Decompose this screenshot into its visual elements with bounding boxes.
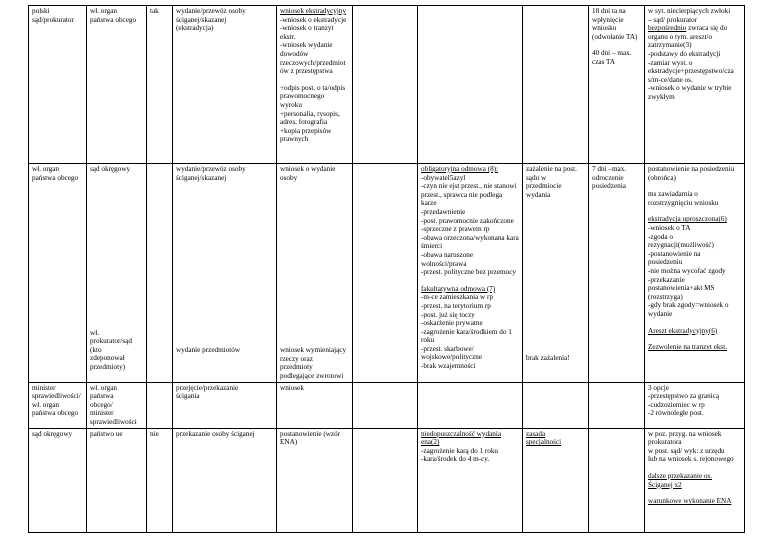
cell-line: podlegające zwrotowi [280, 371, 344, 380]
cell-line: -czyn nie ejst przest., nie stanowi [421, 182, 517, 191]
cell-line: -wniosek o wydanie w trybie [648, 84, 732, 93]
cell-line: -przest. na terytorium rp [421, 301, 491, 310]
cell-line: +personalia, rysopis, [280, 109, 340, 118]
cell-line: rzeczowych/przedmiot [280, 58, 346, 67]
cell-line: -brak wzajemności [421, 362, 476, 371]
cell-r2-c2 [87, 164, 147, 383]
cell-title: Zezwolenie na tranzyt ekst. [648, 343, 728, 352]
cell-line: roku [421, 336, 435, 345]
cell-line: -zagrożenie kara/środkiem do 1 [421, 327, 512, 336]
cell-line: -2 równoległe post. [648, 409, 704, 418]
cell-line: wniosek o wydanie [280, 165, 336, 173]
cell-line: prawnych [280, 135, 309, 144]
cell-line: -zgoda o [648, 232, 673, 241]
cell-r2-c8 [523, 164, 589, 383]
cell-line: -obawa orzeczona/wykonana kara [421, 233, 519, 242]
cell-r4-c6 [353, 428, 418, 532]
cell-r4-c5 [277, 428, 353, 532]
cell-r1-c10 [645, 6, 745, 164]
cell-r4-c10 [645, 428, 745, 532]
cell-line: (kto [90, 345, 102, 354]
cell-line: sprawiedliwości [90, 417, 137, 426]
cell-line: -gdy brak zgody=wniosek o [648, 301, 729, 310]
cell-line: wł. organ [32, 400, 60, 409]
cell-line: w poz. przyg. na wniosek [648, 429, 722, 438]
cell-line: rzeczy oraz [280, 354, 313, 363]
cell-title: Areszt ekstradycyjny(6) [648, 326, 718, 335]
cell-line: śmierci [421, 242, 443, 251]
cell-line: s/m-ce/dane os. [648, 75, 693, 84]
cell-line: (ekstradycja) [176, 24, 214, 33]
cell-line: -oskarżenie prywatne [421, 319, 483, 328]
cell-r1-c3 [147, 6, 173, 164]
cell-line: -przekazanie [648, 275, 685, 284]
cell-line: w post. sąd/ wyk: z urzędu [648, 446, 725, 455]
cell-r2-c3 [147, 164, 173, 383]
cell-line: wniosek wymieniający [280, 346, 347, 355]
cell-r2-c9 [589, 164, 645, 383]
cell-title: warunkowe wykonanie ENA [648, 497, 732, 506]
cell-line: państwa obcego [32, 173, 79, 182]
cell-line: wyroku [280, 100, 302, 109]
cell-line: ENA) [280, 438, 298, 447]
cell-line: postanowienie (wzór [280, 429, 341, 438]
cell-line: ekstradycje+przestępstwo/cza [648, 67, 734, 76]
cell-r1-c4 [173, 6, 277, 164]
cell-line: -przest. skarbowe/ [421, 344, 474, 353]
cell-line: państwa [90, 392, 114, 401]
cell-line: -przestępstwo za granicą [648, 392, 720, 401]
cell-line: 40 dni – max. [592, 49, 632, 58]
cell-line: -obawa naruszone [421, 250, 474, 259]
cell-line: -nie można wycofać zgody [648, 266, 726, 275]
cell-r1-c7 [418, 6, 523, 164]
cell-r1-c6 [353, 6, 418, 164]
cell-r1-c1 [29, 6, 87, 164]
cell-r1-c9 [589, 6, 645, 164]
cell-line: rozstrzygnięciu wniosku [648, 198, 719, 207]
cell-line: tak [150, 7, 159, 15]
cell-line: prawomocnego [280, 92, 325, 101]
cell-line: zatrzymanie(3) [648, 41, 692, 50]
cell-line: wniosku [592, 24, 617, 33]
cell-line: postanowienie na posiedzeniu [648, 165, 735, 173]
cell-line: sąd/prokurator [32, 15, 74, 24]
table-row [29, 164, 745, 383]
cell-r4-c9 [589, 428, 645, 532]
cell-line: wł. [90, 328, 99, 337]
cell-text: zwraca się do [686, 24, 728, 33]
cell-line: postanowienia+akt MS [648, 284, 715, 293]
cell-line: wł. organ [32, 165, 60, 173]
cell-r4-c7 [418, 428, 523, 532]
cell-line: -zagrożenie karą do 1 roku [421, 446, 499, 455]
cell-line: -przest. polityczne bez przemocy [421, 268, 516, 277]
cell-line: ekstr. [280, 32, 296, 41]
cell-r3-c3 [147, 382, 173, 428]
cell-line: -wniosek wydanie [280, 41, 333, 50]
cell-line: wydanie/przewóz osoby [176, 165, 246, 173]
cell-line: w syt. niecierpiących zwłoki [648, 7, 731, 15]
cell-line: przedmioty [280, 363, 313, 372]
table-row [29, 382, 745, 428]
cell-line: sąd okręgowy [90, 165, 131, 173]
cell-line: wniosek [280, 383, 304, 392]
cell-line: państwa obcego [32, 409, 79, 418]
cell-r2-c6 [353, 164, 418, 383]
cell-line: zwykłym [648, 92, 675, 101]
cell-line: (rozstrzyga) [648, 292, 683, 301]
cell-line: -sprzeczne z prawem rp [421, 225, 490, 234]
cell-line: przest., sprawca nie podlega [421, 190, 503, 199]
cell-line: -podstawy do ekstradycji [648, 49, 721, 58]
cell-line: minister [90, 409, 114, 418]
table-row [29, 428, 745, 532]
cell-title: fakultatywna odmowa (7) [421, 284, 496, 293]
cell-r3-c8 [523, 382, 589, 428]
cell-r4-c4 [173, 428, 277, 532]
cell-line: przejęcie/przekazanie [176, 383, 239, 392]
cell-line: -kara/środek do 4 m-cy. [421, 455, 490, 464]
cell-line: wydanie przedmiotów [176, 346, 241, 355]
cell-line: przedmioty) [90, 362, 126, 371]
cell-line: zdeponował [90, 354, 125, 363]
cell-line: odroczenie [592, 173, 624, 182]
cell-line: prokurator/sąd [90, 337, 132, 346]
cell-r2-c5 [277, 164, 353, 383]
table-row [29, 6, 745, 164]
cell-line: osoby [280, 173, 298, 182]
cell-line: +odpis post. o ta/odpis [280, 83, 346, 92]
cell-line: przekazanie osoby ściganej [176, 429, 255, 438]
cell-line: dalsze przekazanie os. [648, 471, 713, 480]
cell-r3-c5 [277, 382, 353, 428]
cell-line: ms zawiadamia o [648, 190, 698, 199]
cell-line: -post. już się toczy [421, 310, 475, 319]
cell-line: -obywatel5azyl [421, 173, 466, 182]
cell-line: ów z przestępstwa [280, 67, 333, 76]
cell-line: zasada [526, 429, 546, 438]
procedure-table [28, 5, 745, 533]
cell-line: minister [32, 383, 56, 392]
cell-line: -post. prawomocnie zakończone [421, 216, 514, 225]
cell-line: posiedzenia [592, 182, 626, 191]
cell-r2-c10 [645, 164, 745, 383]
cell-line: -zamiar wyst. o [648, 58, 693, 67]
cell-r3-c7 [418, 382, 523, 428]
cell-line: -wniosek o TA [648, 223, 691, 232]
cell-line: nie [150, 429, 159, 438]
cell-line: karze [421, 199, 437, 208]
cell-line: wydanie [648, 309, 673, 318]
cell-line: lub na wniosek s. rejonowego [648, 455, 734, 464]
cell-line: sprawiedliwości/ [32, 392, 81, 401]
cell-r3-c6 [353, 382, 418, 428]
cell-r3-c9 [589, 382, 645, 428]
cell-line: (odwołanie TA) [592, 32, 638, 41]
cell-line: wojskowe/polityczne [421, 353, 483, 362]
cell-r1-c8 [523, 6, 589, 164]
cell-line: państwa obcego [90, 15, 137, 24]
cell-line: 7 dni –max. [592, 165, 627, 173]
cell-title: ena(2) [421, 438, 440, 447]
cell-line: brak zażalenia! [526, 354, 570, 363]
cell-line: ścigania [176, 392, 200, 401]
cell-line: posiedzeniu [648, 258, 683, 267]
cell-line: wpłynięcie [592, 15, 624, 24]
cell-line: wydania [526, 190, 551, 199]
cell-line: zażalenie na post. [526, 165, 577, 173]
cell-line: wolności/prawa [421, 259, 467, 268]
cell-r2-c1 [29, 164, 87, 383]
cell-line: organu o tym. areszt/o [648, 32, 713, 41]
cell-line: prokuratora [648, 438, 682, 447]
cell-r4-c2 [87, 428, 147, 532]
cell-line: sądu w [526, 173, 547, 182]
cell-line: ściganej/skazanej [176, 15, 227, 24]
cell-line: -wniosek o tranzyt [280, 24, 334, 33]
cell-title: niedopuszczalność wydania [421, 429, 502, 438]
cell-line: -postanowienie na [648, 249, 701, 258]
cell-line: polski [32, 7, 50, 15]
cell-line: -wniosek o ekstradycje [280, 15, 347, 24]
cell-title: ekstradycja uproszczona(6) [648, 215, 727, 224]
cell-r1-c5 [277, 6, 353, 164]
cell-line: wł. organ [90, 383, 118, 392]
cell-line: ściganej/skazanej [176, 173, 227, 182]
cell-line: adres, fotografia [280, 118, 328, 127]
cell-r1-c2 [87, 6, 147, 164]
cell-line: obcego/ [90, 400, 113, 409]
cell-line: wydanie/przewóz osoby [176, 7, 246, 15]
cell-line: -m-ce zamieszkania w rp [421, 293, 494, 302]
cell-r4-c3 [147, 428, 173, 532]
cell-r3-c4 [173, 382, 277, 428]
cell-line: specjalności [526, 438, 562, 447]
cell-line: +kopia przepisów [280, 126, 332, 135]
underlined-text: bezpośrednio [648, 24, 687, 33]
cell-title: obligatoryjna odmowa (8): [421, 165, 499, 173]
cell-r2-c4 [173, 164, 277, 383]
cell-line: czas TA [592, 57, 616, 66]
cell-title: wniosek ekstradycyjny [280, 7, 347, 15]
cell-line: wł. organ [90, 7, 118, 15]
cell-line: dowodów [280, 49, 309, 58]
cell-line: -przedawnienie [421, 207, 466, 216]
cell-r3-c10 [645, 382, 745, 428]
cell-r4-c8 [523, 428, 589, 532]
cell-line: państwo ue [90, 429, 123, 438]
cell-line: sąd okręgowy [32, 429, 73, 438]
cell-line: 3 opcje [648, 383, 669, 392]
cell-line: przedmiocie [526, 182, 562, 191]
cell-r3-c1 [29, 382, 87, 428]
cell-line: – sąd/ prokurator [648, 15, 698, 24]
cell-r2-c7 [418, 164, 523, 383]
cell-r3-c2 [87, 382, 147, 428]
cell-line: 18 dni ta na [592, 7, 626, 15]
cell-r4-c1 [29, 428, 87, 532]
cell-line: rezygnacji(możliwość) [648, 241, 714, 250]
cell-line: (obrońca) [648, 173, 676, 182]
cell-line: Ściganej x2 [648, 480, 682, 489]
cell-line: -cudzoziemiec w rp [648, 400, 705, 409]
